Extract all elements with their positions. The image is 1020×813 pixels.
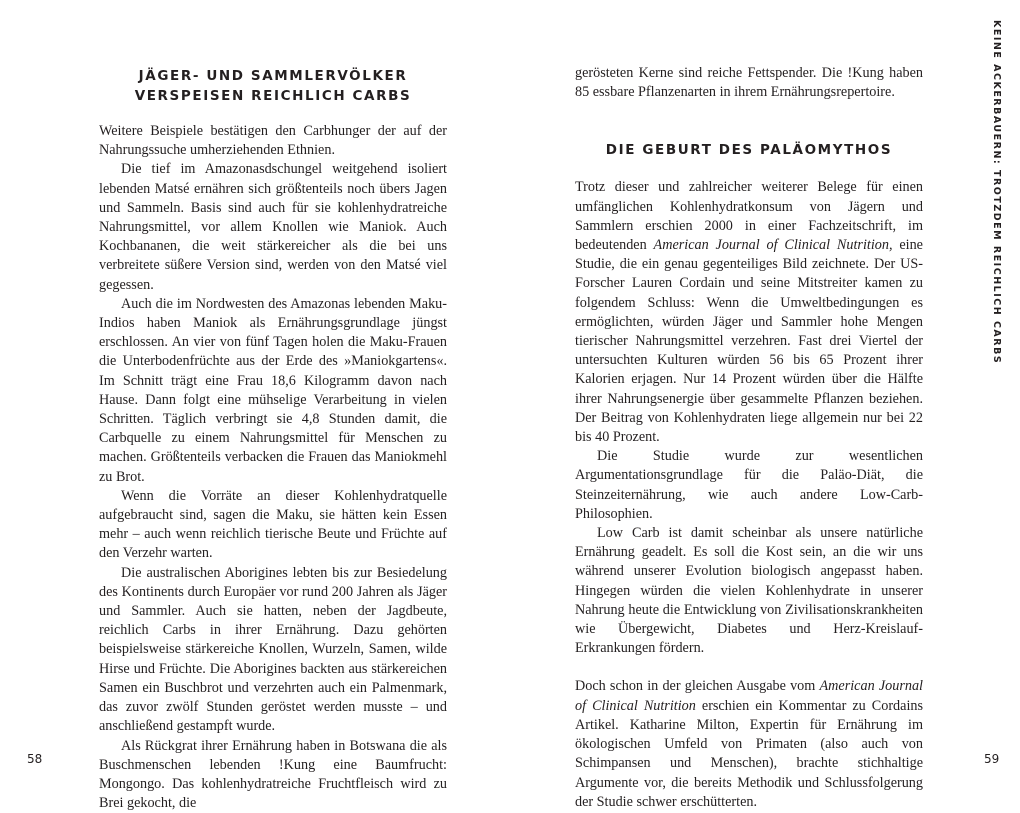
journal-title: American Journal of Clinical Nutrition <box>575 678 923 713</box>
paragraph: Low Carb ist damit scheinbar als unsere natürliche Ernährung geadelt. Es soll die Kost sein, an die wir uns während unserer Evolution biologisch angepasst haben. Hingegen würden die vielen Kohlenhydrate in unserer Nahrung heute die Entwicklung von Zivilisationskrankheiten wie Übergewicht, Diabetes und Herz-Kreislauf-Erkrankungen fördern. <box>575 524 923 658</box>
paragraph <box>575 677 923 811</box>
paragraph: Die australischen Aborigines lebten bis zur Besiedelung des Kontinents durch Europäer vor rund 200 Jahren als Jäger und Sammler. Auch sie hatten, neben der Jagdbeute, reichlich Carbs in ihrer Ernährung. Dazu gehörten beispielsweise stärkereiche Knollen, Wurzeln, Samen, wilde Hirse und Früchte. Die Aborigines backten aus stärkereichen Samen ein Buschbrot und verzehrten auch ein Palmenmark, das zuvor zwölf Stunden geröstet werden musste – und anschließend gestampft wurde. <box>99 564 447 737</box>
paragraph-text: eine Studie, die ein genau gegenteiliges Bild zeichnete. Der US-Forscher Lauren Cordain und seine Mitstreiter kamen zu folgendem Schluss: Wenn die Umweltbedingungen es ermöglichten, würden Jäger und Sammler hohe Mengen tierischer Nahrungsmittel verzehren. Fast drei Viertel der untersuchten Kulturen würden 56 bis 65 Prozent ihrer Kalorien erjagen. Nur 14 Prozent würden über die Hälfte ihrer Nahrungsenergie über gesammelte Pflanzen beziehen. Der Beitrag von Kohlenhydraten liege allgemein nur bei 22 bis 40 Prozent. <box>575 237 923 445</box>
right-body-text <box>575 64 923 812</box>
left-page <box>0 0 510 793</box>
paragraph: Die tief im Amazonasdschungel weitgehend isoliert lebenden Matsé ernähren sich größtenteils noch übers Jagen und Sammeln. Basis sind auch für sie kohlenhydratreiche Nahrungsmittel, vor allem Knollen wie Maniok. Auch Kochbananen, die weit stärkereicher als die bei uns verbreitete süßere Version sind, werden von den Matsé viel gegessen. <box>99 160 447 294</box>
paragraph: Weitere Beispiele bestätigen den Carbhunger der auf der Nahrungssuche umherziehenden Ethnien. <box>99 122 447 160</box>
journal-title: American Journal of Clinical Nutrition, <box>654 237 893 253</box>
paragraph: Wenn die Vorräte an dieser Kohlenhydratquelle aufgebraucht sind, sagen die Maku, sie hätten kein Essen mehr – auch wenn reichlich tierische Beute und Früchte auf den Verzehr warten. <box>99 487 447 564</box>
section-heading-paleo-myth: DIE GEBURT DES PALÄOMYTHOS <box>575 140 923 160</box>
paragraph: Als Rückgrat ihrer Ernährung haben in Botswana die als Buschmenschen lebenden !Kung eine Baumfrucht: Mongongo. Das kohlenhydratreiche Fruchtfleisch wird zu Brei gekocht, die <box>99 737 447 813</box>
paragraph-text: Doch schon in der gleichen Ausgabe vom <box>575 678 820 694</box>
running-head <box>988 20 1002 320</box>
paragraph: Auch die im Nordwesten des Amazonas lebenden Maku-Indios haben Maniok als Ernährungsgrundlage jüngst erschlossen. An vier von fünf Tagen holen die Maku-Frauen die Unterbodenfrüchte aus der Erde des »Maniokgartens«. Im Schnitt trägt eine Frau 18,6 Kilogramm davon nach Hause. Dann folgt eine mühselige Verarbeitung in vielen Schritten. Täglich verbringt sie 4,8 Stunden damit, die Carbquelle zu einem Nahrungsmittel für Menschen zu machen. Größtenteils verbacken die Frauen das Maniokmehl zu Brot. <box>99 295 447 487</box>
right-page <box>510 0 1020 793</box>
page-number-left: 58 <box>27 752 42 766</box>
section-heading-hunter-gatherers: JÄGER- UND SAMMLERVÖLKER VERSPEISEN REICHLICH CARBS <box>99 66 447 106</box>
page-number-right: 59 <box>984 752 999 766</box>
paragraph: Die Studie wurde zur wesentlichen Argumentationsgrundlage für die Paläo-Diät, die Steinzeiternährung, wie auch andere Low-Carb-Philosophien. <box>575 447 923 524</box>
paragraph-text: Trotz dieser und zahlreicher weiterer Belege für einen umfänglichen Kohlenhydratkonsum von Jägern und Sammlern erschien 2000 in einer Fachzeitschrift, im bedeutenden <box>575 179 923 253</box>
paragraph <box>575 178 923 447</box>
left-body-text <box>99 122 447 813</box>
paragraph-text: erschien ein Kommentar zu Cordains Artikel. Katharine Milton, Expertin für Ernährung im ökologischen Umfeld von Primaten (also auch von Schimpansen und Menschen), brachte stichhaltige Argumente vor, die bereits Methodik und Schlussfolgerung der Studie schwer erschütterten. <box>575 698 923 810</box>
paragraph-continuation: gerösteten Kerne sind reiche Fettspender. Die !Kung haben 85 essbare Pflanzenarten in ihrem Ernährungsrepertoire. <box>575 64 923 102</box>
running-head-text: KEINE ACKERBAUERN: TROTZDEM REICHLICH CARBS <box>991 20 1002 364</box>
